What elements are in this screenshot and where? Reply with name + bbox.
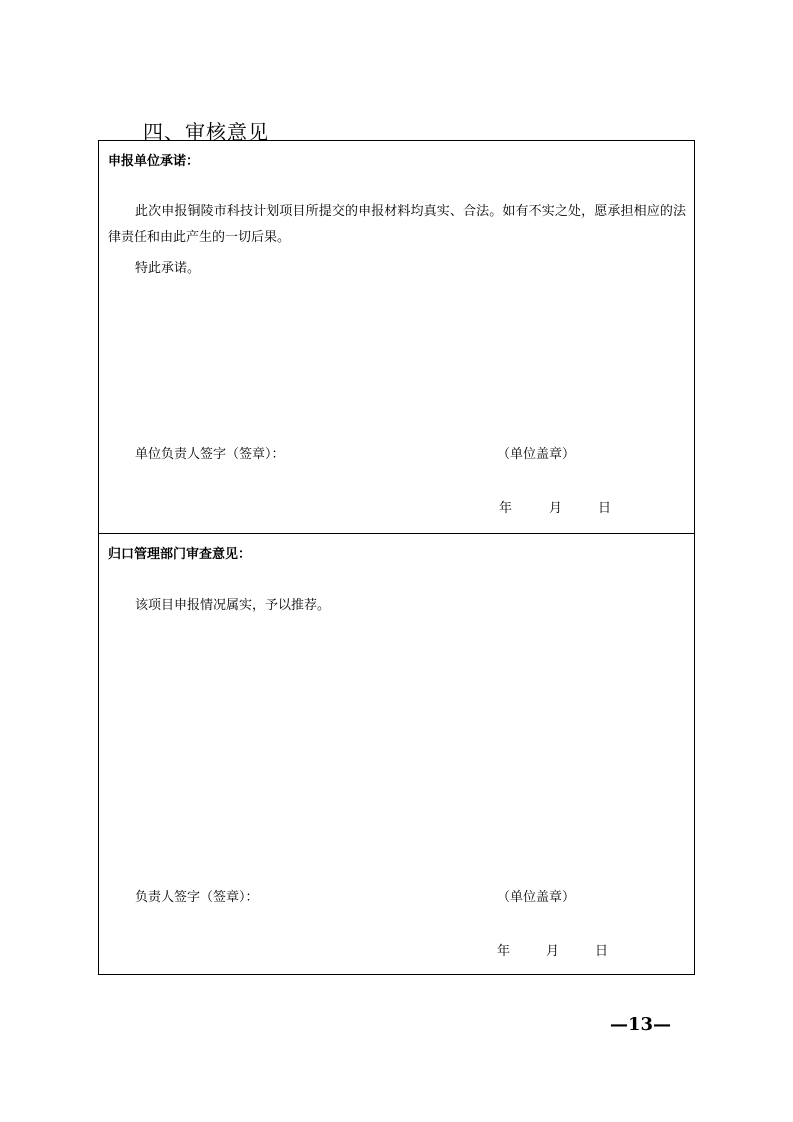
applicant-signature-label: 单位负责人签字（签章）： [135, 447, 285, 462]
authority-opinion-text: 该项目申报情况属实，予以推荐。 [135, 598, 331, 613]
applicant-date-year: 年 [499, 501, 513, 516]
authority-date-year: 年 [497, 944, 511, 959]
authority-opinion-cell [99, 534, 694, 974]
authority-date-day: 日 [595, 944, 609, 959]
commitment-paragraph: 此次申报铜陵市科技计划项目所提交的申报材料均真实、合法。如有不实之处，愿承担相应的法律责任和由此产生的一切后果。 [108, 204, 686, 245]
authority-seal-label: （单位盖章） [497, 890, 576, 905]
page-number: —13— [610, 1014, 672, 1035]
authority-date-month: 月 [546, 944, 560, 959]
review-opinion-table [98, 140, 695, 975]
applicant-commitment-heading: 申报单位承诺： [108, 154, 200, 169]
commitment-closing: 特此承诺。 [135, 261, 201, 276]
applicant-date-month: 月 [549, 501, 563, 516]
applicant-seal-label: （单位盖章） [497, 447, 576, 462]
authority-opinion-heading: 归口管理部门审查意见： [108, 547, 252, 562]
authority-signature-label: 负责人签字（签章）： [135, 890, 259, 905]
section-title: 四、审核意见 [143, 120, 269, 144]
applicant-date-day: 日 [598, 501, 612, 516]
applicant-commitment-cell [99, 141, 694, 534]
